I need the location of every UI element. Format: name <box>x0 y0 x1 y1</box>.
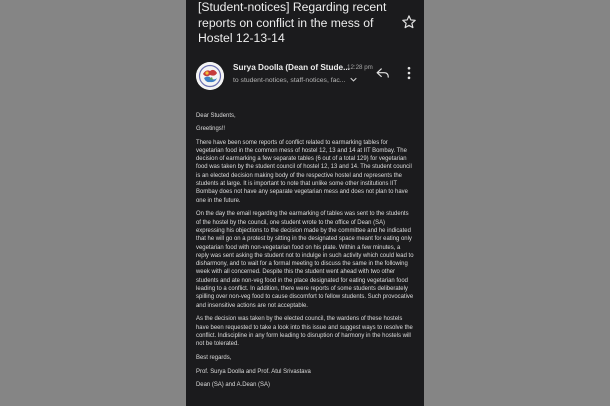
body-paragraph: As the decision was taken by the elected council, the wardens of these hostels have been requested to take a look into this issue and suggest ways to resolve the conflict. Indiscipline in any form leading to disruption of harmony in the hostels will not be tolerated. <box>196 316 413 348</box>
more-vertical-icon[interactable] <box>405 66 413 80</box>
signature-names: Prof. Surya Doolla and Prof. Atul Srivastava <box>196 368 311 375</box>
star-icon[interactable] <box>401 14 417 30</box>
closing: Best regards, <box>196 354 232 361</box>
recipients-summary[interactable] <box>233 77 361 84</box>
email-time: 12:28 pm <box>347 64 373 71</box>
greeting: Dear Students, <box>196 113 236 119</box>
sender-name[interactable]: Surya Doolla (Dean of Stude... <box>233 63 350 72</box>
signature-titles: Dean (SA) and A.Dean (SA) <box>196 382 270 389</box>
reply-icon[interactable] <box>376 67 390 79</box>
sender-avatar[interactable] <box>196 62 224 90</box>
recipients-text: to student-notices, staff-notices, fac... <box>233 77 346 84</box>
email-subject: [Student-notices] Regarding recent reports on conflict in the mess of Hostel 12-13-14 <box>198 0 387 45</box>
body-paragraph: On the day the email regarding the earmarking of tables was sent to the students of the hostel by the council, one student wrote to the office of Dean (SA) expressing his objections to the decision made by the committee and he indicated that he will go on a protest by sitting in the designated space meant for eating only vegetarian food with non-vegetarian food on his plate. Within a few minutes, a reply was sent asking the student not to indulge in such activity which could lead to disharmony, and to wait for a formal meeting to discuss the same in the following week with all concerned. Despite this the student went ahead with two other students and ate non-veg food in the place designated for eating vegetarian food leading to a conflict. In addition, there were reports of some students deliberately spilling over non-veg food to cause discomfort to fellow students. Such provocative and insensitive actions are not acceptable. <box>196 211 414 309</box>
email-body <box>196 112 414 395</box>
avatar-image <box>196 62 224 90</box>
body-paragraph: There have been some reports of conflict related to earmarking tables for vegetarian food in the common mess of hostel 12, 13 and 14 at IIT Bombay. The decision of earmarking a few separate tables (6 out of a total 129) for vegetarian food was taken by the student council of hostel 12, 13 and 14. The student council is an elected decision making body of the respective hostel and represents the students at large. It is important to note that unlike some other institutions IIT Bombay does not have any separate vegetarian mess and does not plan to have one in the future. <box>196 139 412 204</box>
chevron-down-icon[interactable] <box>350 77 357 82</box>
greeting-secondary: Greetings!! <box>196 126 226 133</box>
email-view <box>186 0 424 406</box>
